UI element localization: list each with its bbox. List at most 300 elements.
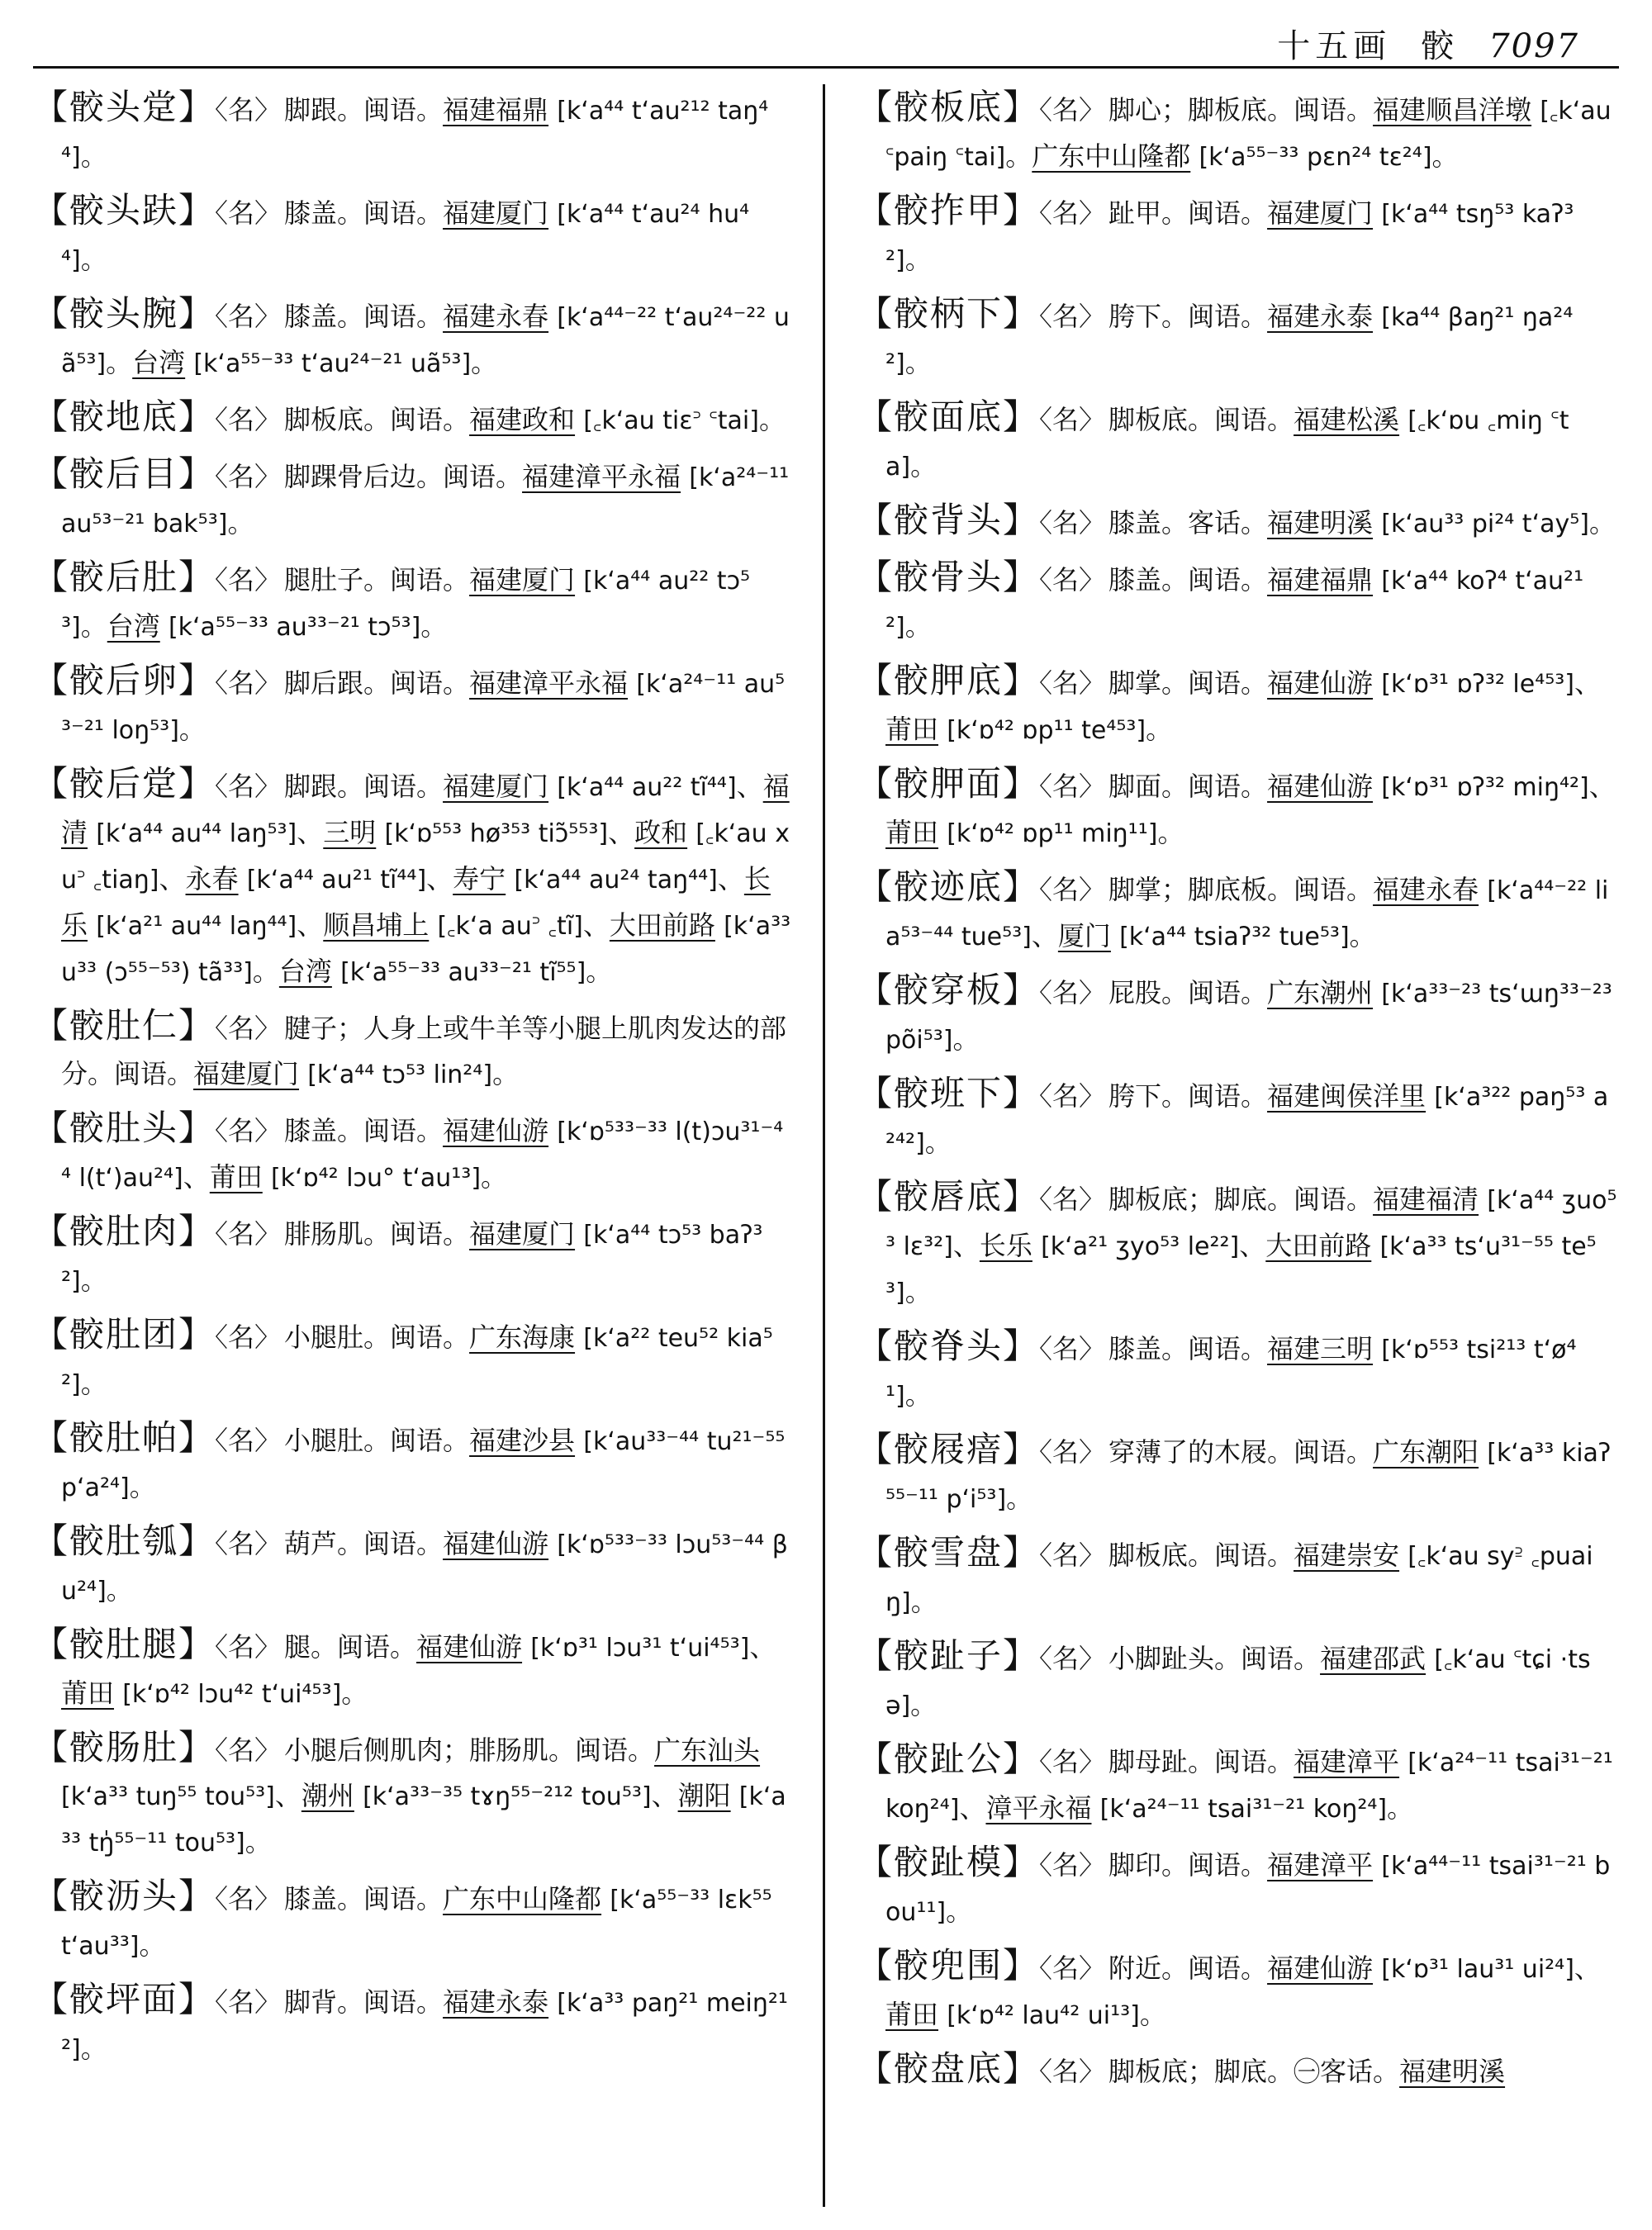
dialect-location: 潮州 bbox=[301, 1780, 354, 1811]
pronunciation: [k‘ɒ⁴² lau⁴² ui¹³] bbox=[947, 2001, 1140, 2030]
dialect-location: 大田前路 bbox=[1265, 1230, 1372, 1261]
part-of-speech: 〈名〉 bbox=[1039, 1746, 1106, 1777]
separator: 。 bbox=[252, 956, 279, 987]
part-of-speech: 〈名〉 bbox=[1039, 1540, 1106, 1571]
entry-headword: 【骹肚肉】 bbox=[33, 1211, 216, 1251]
entry-definition: 脚踝骨后边。闽语。 bbox=[284, 461, 523, 492]
entry-end: 。 bbox=[80, 244, 107, 275]
separator: 、 bbox=[717, 863, 744, 894]
dialect-location: 永春 bbox=[185, 863, 239, 894]
part-of-speech: 〈名〉 bbox=[215, 404, 282, 435]
part-of-speech: 〈名〉 bbox=[215, 564, 282, 595]
entry-definition: 脚板底；脚底。闽语。 bbox=[1108, 1184, 1374, 1215]
entry-definition: 附近。闽语。 bbox=[1108, 1952, 1268, 1984]
dialect-location: 福建漳平永福 bbox=[469, 667, 629, 699]
part-of-speech: 〈名〉 bbox=[215, 1321, 282, 1353]
entry-end: 。 bbox=[910, 1689, 938, 1720]
entry-definition: 腿。闽语。 bbox=[284, 1631, 417, 1663]
dialect-location: 福建厦门 bbox=[469, 1218, 576, 1250]
pronunciation: [꜀k‘au sy꜅ ꜀puaiŋ] bbox=[885, 1542, 1593, 1617]
pronunciation: [k‘ɒ³¹ ɒʔ³² le⁴⁵³] bbox=[1381, 670, 1574, 699]
dictionary-entry bbox=[33, 1208, 793, 1304]
part-of-speech: 〈名〉 bbox=[215, 1425, 282, 1456]
pronunciation: [k‘au³³⁻⁴⁴ tu²¹⁻⁵⁵ p‘a²⁴] bbox=[61, 1427, 786, 1502]
entry-end: 。 bbox=[341, 1677, 368, 1709]
entry-end: 。 bbox=[481, 1161, 508, 1193]
dialect-location: 福建厦门 bbox=[193, 1058, 300, 1089]
dialect-location: 福建明溪 bbox=[1267, 507, 1374, 539]
entry-definition: 腿肚子。闽语。 bbox=[284, 564, 470, 595]
dictionary-entry bbox=[33, 451, 793, 547]
separator: 、 bbox=[183, 1161, 210, 1193]
dictionary-entry bbox=[857, 2046, 1617, 2095]
entry-end: 。 bbox=[227, 507, 254, 539]
part-of-speech: 〈名〉 bbox=[1039, 301, 1106, 332]
entry-end: 。 bbox=[904, 347, 932, 378]
separator: 、 bbox=[959, 1792, 986, 1824]
entry-definition: 脚掌；脚底板。闽语。 bbox=[1108, 874, 1374, 905]
dictionary-entry bbox=[857, 967, 1617, 1063]
entry-definition: 脚母趾。闽语。 bbox=[1108, 1746, 1294, 1777]
entry-end: 。 bbox=[586, 956, 613, 987]
entry-headword: 【骹地底】 bbox=[33, 396, 216, 437]
dialect-location: 福建漳平 bbox=[1294, 1746, 1400, 1777]
dialect-location: 福建仙游 bbox=[443, 1528, 549, 1559]
dialect-location: 莆田 bbox=[885, 714, 939, 745]
entry-end: 。 bbox=[904, 610, 932, 642]
dialect-location: 福建顺昌洋墩 bbox=[1373, 94, 1532, 126]
pronunciation: [꜀k‘au ꜂paiŋ ꜂tai] bbox=[885, 97, 1612, 172]
dialect-location: 三明 bbox=[323, 817, 377, 848]
dictionary-entry bbox=[857, 394, 1617, 490]
pronunciation: [k‘ɒ⁵⁵³ hø³⁵³ tiɔ̃⁵⁵³] bbox=[384, 819, 609, 848]
part-of-speech: 〈名〉 bbox=[1039, 1849, 1106, 1881]
dialect-location: 福建福鼎 bbox=[1267, 564, 1374, 595]
pronunciation: [k‘a⁴⁴ ʒuo⁵³ lɛ³²] bbox=[885, 1186, 1617, 1261]
entry-end: 。 bbox=[904, 1276, 932, 1307]
entry-headword: 【骹盘底】 bbox=[857, 2048, 1040, 2089]
part-of-speech: 〈名〉 bbox=[1039, 1080, 1106, 1112]
part-of-speech: 〈名〉 bbox=[1039, 977, 1106, 1008]
entry-end: 。 bbox=[129, 1471, 156, 1502]
entry-end: 。 bbox=[244, 1826, 272, 1858]
dictionary-entry bbox=[33, 1725, 793, 1866]
pronunciation: [k‘a³³⁻²³ ts‘ɯŋ³³⁻²³ põi⁵³] bbox=[885, 980, 1612, 1055]
dictionary-entry bbox=[857, 1633, 1617, 1729]
pronunciation: [k‘au³³ pi²⁴ t‘ay⁵] bbox=[1381, 510, 1589, 539]
dialect-location: 长乐 bbox=[979, 1230, 1032, 1261]
entry-headword: 【骹趾模】 bbox=[857, 1842, 1040, 1882]
dialect-location: 福清 bbox=[61, 771, 790, 848]
pronunciation: [k‘a⁴⁴ koʔ⁴ t‘au²¹²] bbox=[885, 567, 1584, 642]
dialect-location: 福建厦门 bbox=[1267, 197, 1374, 229]
pronunciation: [k‘a⁴⁴ tɔ⁵³ baʔ³²] bbox=[61, 1221, 763, 1296]
dialect-location: 福建永泰 bbox=[443, 1986, 549, 2018]
entry-headword: 【骹后目】 bbox=[33, 453, 216, 494]
pronunciation: [꜀k‘au tiɛ꜄ ꜂tai] bbox=[583, 406, 759, 435]
entry-definition: 脚跟。闽语。 bbox=[284, 771, 444, 802]
dialect-location: 福建仙游 bbox=[443, 1115, 549, 1146]
entry-headword: 【骹后肚】 bbox=[33, 557, 216, 597]
pronunciation: [k‘a²⁴⁻¹¹ au⁵³⁻²¹ bak⁵³] bbox=[61, 463, 790, 539]
entry-headword: 【骹面底】 bbox=[857, 396, 1040, 437]
separator: 、 bbox=[952, 1230, 980, 1261]
pronunciation: [k‘a⁴⁴ t‘au²⁴ hu⁴⁴] bbox=[61, 200, 750, 275]
entry-headword: 【骹后䟫】 bbox=[33, 763, 216, 804]
page-number: 7097 bbox=[1488, 27, 1579, 65]
separator: 、 bbox=[749, 1631, 776, 1663]
entry-end: 。 bbox=[952, 1023, 980, 1055]
entry-end: 。 bbox=[1431, 140, 1459, 172]
entry-end: 。 bbox=[139, 1929, 166, 1961]
pronunciation: [k‘a⁴⁴ au⁴⁴ laŋ⁵³] bbox=[96, 819, 297, 848]
dialect-location: 福建闽侯洋里 bbox=[1267, 1080, 1427, 1112]
dialect-location: 广东中山隆都 bbox=[1032, 140, 1191, 172]
dialect-location: 莆田 bbox=[209, 1161, 263, 1193]
entry-headword: 【骹班下】 bbox=[857, 1073, 1040, 1113]
entry-definition: 脚掌。闽语。 bbox=[1108, 667, 1268, 699]
pronunciation: [k‘a³³ paŋ²¹ meiŋ²¹²] bbox=[61, 1989, 788, 2064]
part-of-speech: 〈名〉 bbox=[215, 1115, 282, 1146]
dictionary-entry bbox=[857, 1323, 1617, 1419]
pronunciation: [k‘a⁴⁴⁻¹¹ tsai³¹⁻²¹ bou¹¹] bbox=[885, 1852, 1611, 1927]
separator: 、 bbox=[608, 817, 635, 848]
pronunciation: [ka⁴⁴ βaŋ²¹ ŋa²⁴²] bbox=[885, 303, 1574, 378]
entry-definition: 脚板底；脚底。㊀客话。 bbox=[1108, 2056, 1400, 2087]
pronunciation: [k‘ɒ³¹ ɒʔ³² miŋ⁴²] bbox=[1381, 773, 1589, 802]
dictionary-entry bbox=[33, 1621, 793, 1717]
entry-definition: 脚板底。闽语。 bbox=[1108, 1540, 1294, 1571]
part-of-speech: 〈名〉 bbox=[1039, 1436, 1106, 1468]
entry-definition: 膝盖。闽语。 bbox=[284, 301, 444, 332]
entry-headword: 【骹板底】 bbox=[857, 87, 1040, 127]
entry-end: 。 bbox=[924, 1127, 952, 1158]
entry-headword: 【骹屐瘖】 bbox=[857, 1429, 1040, 1469]
entry-end: 。 bbox=[1349, 920, 1376, 951]
entry-end: 。 bbox=[904, 244, 932, 275]
dictionary-entry bbox=[857, 761, 1617, 856]
pronunciation: [k‘a⁴⁴⁻²² t‘au²⁴⁻²² uã⁵³] bbox=[61, 303, 790, 378]
dialect-location: 福建厦门 bbox=[443, 771, 549, 802]
entry-definition: 膝盖。闽语。 bbox=[284, 1115, 444, 1146]
entry-end: 。 bbox=[1157, 817, 1184, 848]
separator: 。 bbox=[1005, 140, 1032, 172]
entry-end: 。 bbox=[910, 1586, 938, 1617]
dictionary-entry bbox=[33, 187, 793, 283]
entry-headword: 【骹坪面】 bbox=[33, 1979, 216, 2019]
entry-definition: 胯下。闽语。 bbox=[1108, 301, 1268, 332]
dictionary-entry bbox=[33, 394, 793, 444]
dialect-location: 福建漳平 bbox=[1267, 1849, 1374, 1881]
entry-headword: 【骹兜围】 bbox=[857, 1945, 1040, 1986]
entry-end: 。 bbox=[80, 1264, 107, 1296]
part-of-speech: 〈名〉 bbox=[215, 1013, 282, 1044]
dictionary-entry bbox=[857, 1070, 1617, 1166]
dialect-location: 福建仙游 bbox=[1267, 667, 1374, 699]
part-of-speech: 〈名〉 bbox=[215, 1528, 282, 1559]
entry-end: 。 bbox=[492, 1058, 520, 1089]
entry-definition: 屁股。闽语。 bbox=[1108, 977, 1268, 1008]
dictionary-entry bbox=[857, 554, 1617, 650]
dialect-location: 福建仙游 bbox=[416, 1631, 523, 1663]
pronunciation: [k‘ɒ⁵³³⁻³³ l(t)ɔu³¹⁻⁴⁴ l(t‘)au²⁴] bbox=[61, 1117, 784, 1193]
entry-headword: 【骹肚瓠】 bbox=[33, 1521, 216, 1561]
entry-headword: 【骹唇底】 bbox=[857, 1176, 1040, 1217]
part-of-speech: 〈名〉 bbox=[1039, 1643, 1106, 1674]
entry-definition: 小腿肚。闽语。 bbox=[284, 1321, 470, 1353]
pronunciation: [k‘a⁵⁵⁻³³ pɛn²⁴ tɛ²⁴] bbox=[1199, 143, 1432, 172]
entry-definition: 腱子；人身上或牛羊等小腿上肌肉发达的部分。闽语。 bbox=[61, 1013, 787, 1089]
dictionary-entry bbox=[33, 1873, 793, 1969]
part-of-speech: 〈名〉 bbox=[215, 1883, 282, 1914]
pronunciation: [k‘a³³ u³³ (ɔ⁵⁵⁻⁵³) tã³³] bbox=[61, 912, 791, 987]
entry-end: 。 bbox=[1387, 1792, 1414, 1824]
entry-end: 。 bbox=[1006, 1483, 1033, 1514]
pronunciation: [k‘ɒ⁵⁵³ tsi²¹³ t‘ø⁴¹] bbox=[885, 1336, 1577, 1411]
entry-headword: 【骹肠肚】 bbox=[33, 1727, 216, 1767]
dialect-location: 福建仙游 bbox=[1267, 1952, 1374, 1984]
dictionary-entry bbox=[857, 657, 1617, 753]
separator: 、 bbox=[1574, 1952, 1601, 1984]
entry-end: 。 bbox=[910, 450, 938, 482]
entry-end: 。 bbox=[178, 714, 206, 745]
dialect-location: 大田前路 bbox=[609, 909, 715, 941]
pronunciation: [k‘ɒ⁴² lɔu° t‘au¹³] bbox=[270, 1164, 482, 1193]
separator: 、 bbox=[426, 863, 453, 894]
dialect-location: 福建福鼎 bbox=[443, 94, 549, 126]
entry-definition: 脚心；脚板底。闽语。 bbox=[1108, 94, 1374, 126]
part-of-speech: 〈名〉 bbox=[1039, 667, 1106, 699]
dialect-location: 福建仙游 bbox=[1267, 771, 1374, 802]
part-of-speech: 〈名〉 bbox=[1039, 404, 1106, 435]
part-of-speech: 〈名〉 bbox=[215, 667, 282, 699]
pronunciation: [k‘a²¹ ʒyo⁵³ le²²] bbox=[1041, 1232, 1240, 1261]
dialect-location: 福建沙县 bbox=[469, 1425, 576, 1456]
separator: 、 bbox=[1239, 1230, 1266, 1261]
pronunciation: [k‘a⁴⁴ tsiaʔ³² tue⁵³] bbox=[1119, 923, 1350, 951]
entry-headword: 【骹头趺】 bbox=[33, 190, 216, 230]
entry-definition: 脚跟。闽语。 bbox=[284, 94, 444, 126]
entry-end: 。 bbox=[80, 2033, 107, 2064]
dialect-location: 广东潮州 bbox=[1267, 977, 1374, 1008]
dialect-location: 顺昌埔上 bbox=[323, 909, 430, 941]
entry-headword: 【骹柄下】 bbox=[857, 293, 1040, 334]
dialect-location: 潮阳 bbox=[677, 1780, 731, 1811]
entry-headword: 【骹背头】 bbox=[857, 500, 1040, 540]
part-of-speech: 〈名〉 bbox=[215, 94, 282, 126]
entry-definition: 小腿肚。闽语。 bbox=[284, 1425, 470, 1456]
dictionary-entry bbox=[857, 1943, 1617, 2038]
dictionary-entry bbox=[857, 1839, 1617, 1935]
pronunciation: [k‘a⁴⁴ au²¹ tĩ⁴⁴] bbox=[246, 866, 427, 894]
pronunciation: [꜀k‘au ꜂tɕi ·tsə] bbox=[885, 1645, 1591, 1720]
pronunciation: [k‘ɒ³¹ lau³¹ ui²⁴] bbox=[1381, 1955, 1574, 1984]
dialect-location: 台湾 bbox=[278, 956, 332, 987]
part-of-speech: 〈名〉 bbox=[215, 197, 282, 229]
part-of-speech: 〈名〉 bbox=[1039, 94, 1106, 126]
part-of-speech: 〈名〉 bbox=[1039, 771, 1106, 802]
dictionary-entry bbox=[857, 497, 1617, 547]
part-of-speech: 〈名〉 bbox=[1039, 564, 1106, 595]
dictionary-entry bbox=[857, 84, 1617, 180]
separator: 。 bbox=[106, 347, 133, 378]
part-of-speech: 〈名〉 bbox=[1039, 1333, 1106, 1364]
entry-headword: 【骹后卵】 bbox=[33, 660, 216, 700]
entry-definition: 脚面。闽语。 bbox=[1108, 771, 1268, 802]
dictionary-entry bbox=[33, 1312, 793, 1407]
dictionary-entry bbox=[33, 554, 793, 650]
entry-definition: 脚印。闽语。 bbox=[1108, 1849, 1268, 1881]
dictionary-entry bbox=[857, 187, 1617, 283]
part-of-speech: 〈名〉 bbox=[1039, 1952, 1106, 1984]
entry-end: 。 bbox=[946, 1896, 973, 1927]
pronunciation: [k‘a³³⁻³⁵ tɤŋ⁵⁵⁻²¹² tou⁵³] bbox=[363, 1782, 652, 1811]
separator: 、 bbox=[274, 1780, 301, 1811]
part-of-speech: 〈名〉 bbox=[1039, 2056, 1106, 2087]
entry-headword: 【骹拃甲】 bbox=[857, 190, 1040, 230]
entry-headword: 【骹迹底】 bbox=[857, 866, 1040, 907]
separator: 、 bbox=[159, 863, 186, 894]
part-of-speech: 〈名〉 bbox=[215, 1218, 282, 1250]
dictionary-entry bbox=[33, 291, 793, 387]
header-content bbox=[1277, 20, 1579, 67]
entry-end: 。 bbox=[1139, 1999, 1166, 2030]
pronunciation: [k‘ɒ⁴² lɔu⁴² t‘ui⁴⁵³] bbox=[122, 1680, 342, 1709]
dialect-location: 福建政和 bbox=[469, 404, 576, 435]
entry-headword: 【骹肚头】 bbox=[33, 1108, 216, 1148]
dictionary-entry bbox=[33, 1105, 793, 1201]
separator: 。 bbox=[80, 610, 107, 642]
dialect-location: 福建三明 bbox=[1267, 1333, 1374, 1364]
entry-definition: 脚后跟。闽语。 bbox=[284, 667, 470, 699]
dialect-location: 福建厦门 bbox=[469, 564, 576, 595]
entry-headword: 【骹头䟫】 bbox=[33, 87, 216, 127]
page-header bbox=[33, 15, 1619, 69]
pronunciation: [k‘a⁴⁴⁻²² lia⁵³⁻⁴⁴ tue⁵³] bbox=[885, 876, 1609, 951]
dialect-location: 寿宁 bbox=[453, 863, 506, 894]
part-of-speech: 〈名〉 bbox=[215, 1734, 282, 1766]
pronunciation: [꜀k‘a au꜄ ꜀tĩ] bbox=[437, 912, 583, 941]
pronunciation: [k‘a³³ kiaʔ⁵⁵⁻¹¹ p‘i⁵³] bbox=[885, 1439, 1612, 1514]
section-character: 骹 bbox=[1421, 27, 1460, 65]
entry-definition: 小腿后侧肌肉；腓肠肌。闽语。 bbox=[284, 1734, 655, 1766]
dictionary-entry bbox=[857, 864, 1617, 960]
dialect-location: 政和 bbox=[634, 817, 688, 848]
part-of-speech: 〈名〉 bbox=[215, 1986, 282, 2018]
entry-headword: 【骹肚腿】 bbox=[33, 1624, 216, 1664]
entry-end: 。 bbox=[80, 140, 107, 172]
entry-definition: 葫芦。闽语。 bbox=[284, 1528, 444, 1559]
dialect-location: 广东中山隆都 bbox=[443, 1883, 602, 1914]
entry-definition: 趾甲。闽语。 bbox=[1108, 197, 1268, 229]
entry-end: 。 bbox=[106, 1574, 133, 1606]
dialect-location: 莆田 bbox=[61, 1677, 115, 1709]
entry-definition: 膝盖。客话。 bbox=[1108, 507, 1268, 539]
pronunciation: [꜀k‘au xu꜄ ꜀tiaŋ] bbox=[61, 819, 790, 894]
pronunciation: [k‘a⁵⁵⁻³³ au³³⁻²¹ tĩ⁵⁵] bbox=[340, 958, 586, 987]
pronunciation: [k‘ɒ⁴² ɒp¹¹ miŋ¹¹] bbox=[947, 819, 1158, 848]
entry-headword: 【骹肚仁】 bbox=[33, 1005, 216, 1046]
dictionary-entry bbox=[857, 1174, 1617, 1316]
left-column bbox=[33, 84, 793, 2080]
entry-definition: 脚板底。闽语。 bbox=[284, 404, 470, 435]
dialect-location: 台湾 bbox=[132, 347, 186, 378]
part-of-speech: 〈名〉 bbox=[215, 461, 282, 492]
separator: 、 bbox=[582, 909, 610, 941]
pronunciation: [k‘a⁴⁴ au²⁴ taŋ⁴⁴] bbox=[514, 866, 718, 894]
pronunciation: [k‘a⁵⁵⁻³³ t‘au²⁴⁻²¹ uã⁵³] bbox=[193, 349, 472, 378]
part-of-speech: 〈名〉 bbox=[1039, 1184, 1106, 1215]
entry-headword: 【骹肚帕】 bbox=[33, 1417, 216, 1458]
dialect-location: 广东海康 bbox=[469, 1321, 576, 1353]
entry-headword: 【骹穿板】 bbox=[857, 970, 1040, 1010]
pronunciation: [k‘a⁴⁴ t‘au²¹² taŋ⁴⁴] bbox=[61, 97, 769, 172]
separator: 、 bbox=[651, 1780, 678, 1811]
pronunciation: [k‘a²⁴⁻¹¹ tsai³¹⁻²¹ koŋ²⁴] bbox=[1099, 1795, 1388, 1824]
dictionary-entry bbox=[857, 1530, 1617, 1625]
dialect-location: 广东汕头 bbox=[654, 1734, 761, 1766]
separator: 、 bbox=[297, 909, 324, 941]
dialect-location: 漳平永福 bbox=[985, 1792, 1092, 1824]
separator: 、 bbox=[736, 771, 763, 802]
entry-definition: 脚板底。闽语。 bbox=[1108, 404, 1294, 435]
dialect-location: 福建崇安 bbox=[1294, 1540, 1400, 1571]
dialect-location: 台湾 bbox=[107, 610, 160, 642]
separator: 、 bbox=[1588, 771, 1616, 802]
pronunciation: [k‘ɒ⁴² ɒp¹¹ te⁴⁵³] bbox=[947, 716, 1146, 745]
entry-headword: 【骹沥头】 bbox=[33, 1876, 216, 1916]
pronunciation: [k‘ɒ⁵³³⁻³³ lɔu⁵³⁻⁴⁴ βu²⁴] bbox=[61, 1530, 788, 1606]
dictionary-entry bbox=[33, 1003, 793, 1098]
dialect-location: 福建松溪 bbox=[1294, 404, 1400, 435]
dictionary-entry bbox=[33, 761, 793, 995]
entry-headword: 【骹肚团】 bbox=[33, 1314, 216, 1355]
entry-definition: 膝盖。闽语。 bbox=[284, 197, 444, 229]
entry-end: 。 bbox=[80, 1368, 107, 1399]
entry-end: 。 bbox=[904, 1379, 932, 1411]
right-column bbox=[857, 84, 1617, 2102]
part-of-speech: 〈名〉 bbox=[215, 1631, 282, 1663]
dictionary-entry bbox=[857, 291, 1617, 387]
entry-headword: 【骹胛底】 bbox=[857, 660, 1040, 700]
entry-end: 。 bbox=[471, 347, 498, 378]
entry-end: 。 bbox=[1588, 507, 1616, 539]
dictionary-entry bbox=[857, 1736, 1617, 1832]
pronunciation: [꜀k‘ɒu ꜀miŋ ꜂ta] bbox=[885, 406, 1569, 482]
part-of-speech: 〈名〉 bbox=[1039, 874, 1106, 905]
section-label: 十五画 bbox=[1277, 27, 1392, 65]
separator: 、 bbox=[297, 817, 324, 848]
dictionary-entry bbox=[33, 84, 793, 180]
pronunciation: [k‘a³³ ts‘u³¹⁻⁵⁵ te⁵³] bbox=[885, 1232, 1597, 1307]
pronunciation: [k‘a²² teu⁵² kia⁵²] bbox=[61, 1324, 773, 1399]
entry-definition: 膝盖。闽语。 bbox=[284, 1883, 444, 1914]
entry-headword: 【骹骨头】 bbox=[857, 557, 1040, 597]
pronunciation: [k‘a⁴⁴ tɔ⁵³ lin²⁴] bbox=[307, 1060, 493, 1089]
entry-headword: 【骹趾子】 bbox=[857, 1635, 1040, 1676]
entry-definition: 膝盖。闽语。 bbox=[1108, 1333, 1268, 1364]
pronunciation: [k‘a⁴⁴ tsŋ⁵³ kaʔ³²] bbox=[885, 200, 1574, 275]
dialect-location: 厦门 bbox=[1057, 920, 1111, 951]
pronunciation: [k‘a⁵⁵⁻³³ lɛk⁵⁵ t‘au³³] bbox=[61, 1886, 772, 1961]
pronunciation: [k‘a³³ tŋ̍⁵⁵⁻¹¹ tou⁵³] bbox=[61, 1782, 786, 1858]
dictionary-entry bbox=[33, 657, 793, 753]
part-of-speech: 〈名〉 bbox=[215, 771, 282, 802]
entry-end: 。 bbox=[758, 404, 786, 435]
pronunciation: [k‘a³²² paŋ⁵³ a²⁴²] bbox=[885, 1083, 1609, 1158]
dialect-location: 广东潮阳 bbox=[1373, 1436, 1479, 1468]
entry-definition: 小脚趾头。闽语。 bbox=[1108, 1643, 1321, 1674]
